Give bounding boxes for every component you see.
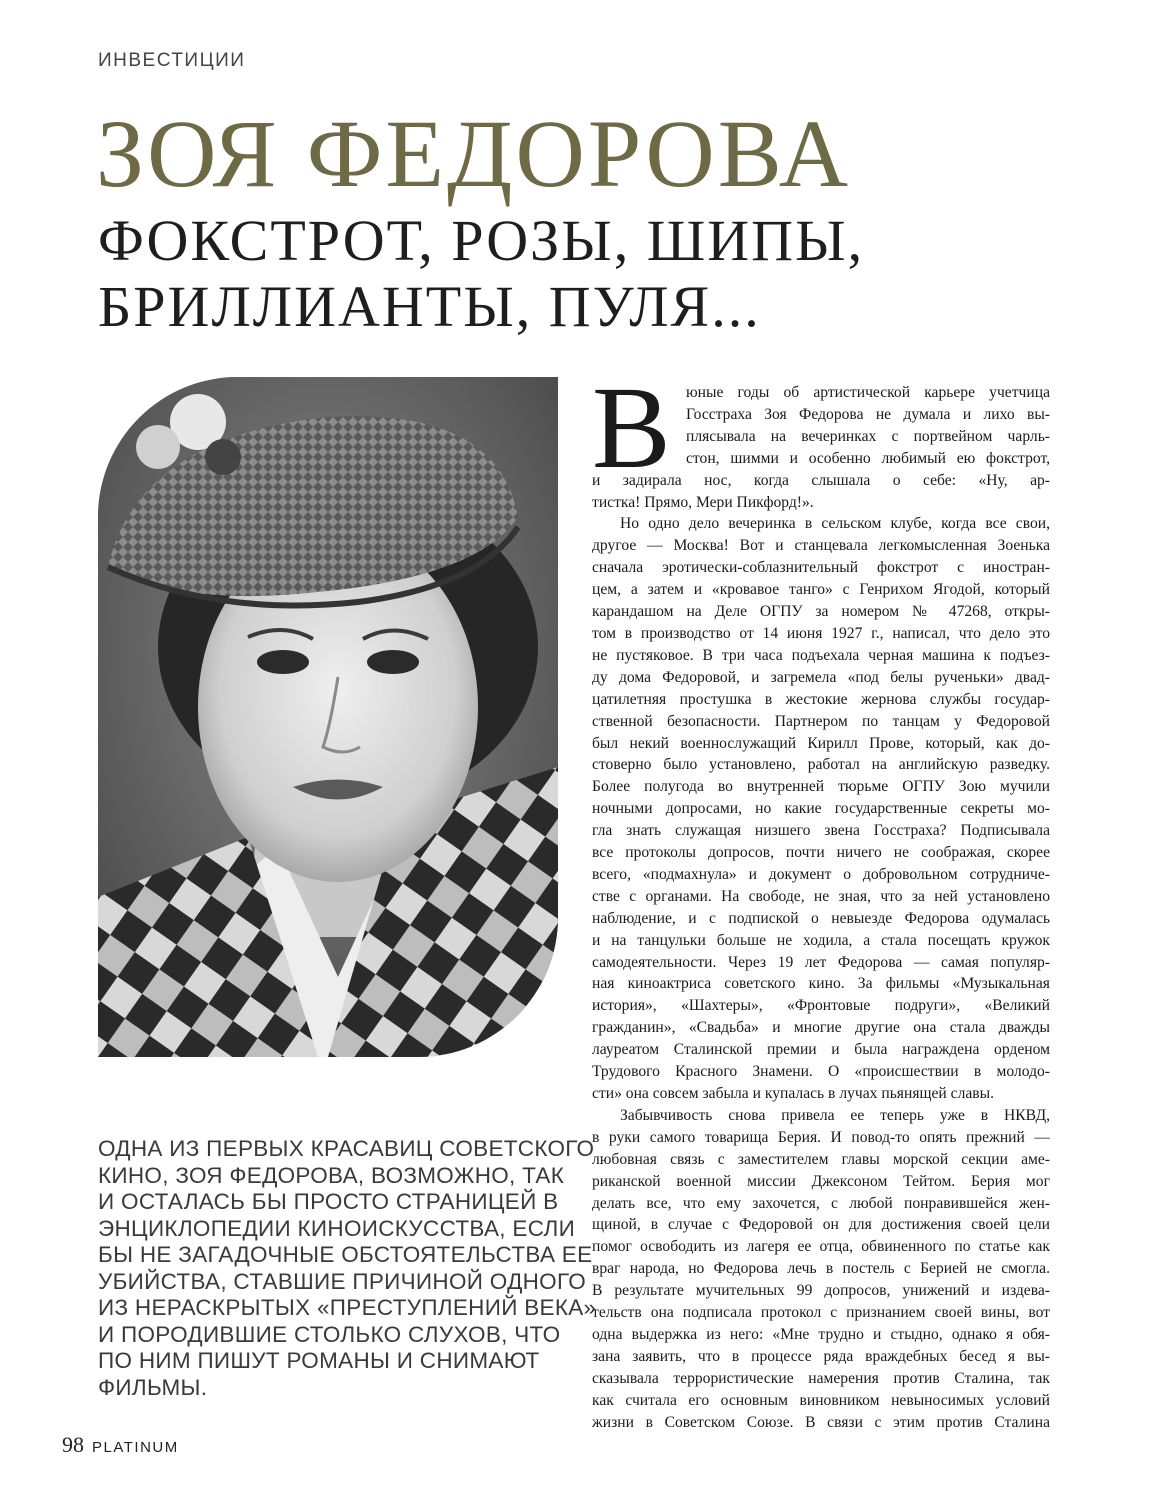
text-line: как считала его основным виновником невыносимых условий	[592, 1391, 1050, 1409]
text-line: щиной, в случае с Федоровой он для достижения своей цели	[592, 1216, 1050, 1234]
text-line: делать все, что ему захочется, с любой понравившейся жен-	[592, 1194, 1050, 1212]
text-line: сказывала террористические намерения против Сталина, так	[592, 1369, 1050, 1387]
portrait-photo	[98, 377, 558, 1057]
text-line: в руки самого товарища Берия. И повод-то опять прежний —	[592, 1128, 1050, 1146]
text-line: риканской военной миссии Джексоном Тейтом. Берия мог	[592, 1172, 1050, 1190]
text-line: зана заявить, что в процессе ряда враждебных бесед я вы-	[592, 1347, 1050, 1365]
text-line: лауреатом Сталинской премии и была награждена орденом	[592, 1041, 1050, 1059]
text-line: одна выдержка из него: «Мне трудно и стыдно, однако я обя-	[592, 1325, 1050, 1343]
magazine-name: PLATINUM	[92, 1439, 179, 1456]
section-label: ИНВЕСТИЦИИ	[98, 50, 246, 71]
text-line: цем, а затем и «кровавое танго» с Генрихом Ягодой, который	[592, 581, 1050, 599]
text-line: враг народа, но Федорова лечь в постель с Берией не смогла.	[592, 1260, 1050, 1278]
lead-paragraph	[98, 1136, 597, 1401]
lead-line: ОДНА ИЗ ПЕРВЫХ КРАСАВИЦ СОВЕТСКОГО	[98, 1136, 595, 1161]
lead-line: КИНО, ЗОЯ ФЕДОРОВА, ВОЗМОЖНО, ТАК	[98, 1162, 565, 1188]
text-line: гла знать служащая низшего звена Госстраха? Подписывала	[592, 822, 1050, 840]
text-line: Но одно дело вечеринка в сельском клубе, когда все свои,	[620, 515, 1050, 533]
text-line: цатилетняя простушка в жестокие жернова службы государ-	[592, 690, 1050, 708]
text-line: ная киноактриса советского кино. За фильмы «Музыкальная	[592, 975, 1050, 993]
text-line: Госстраха Зоя Федорова не думала и лихо вы-	[686, 405, 1050, 423]
text-line: другое — Москва! Вот и станцевала легкомысленная Зоенька	[592, 537, 1050, 555]
text-line: ственной безопасности. Партнером по танцам у Федоровой	[592, 712, 1050, 730]
subtitle-line: ФОКСТРОТ, РОЗЫ, ШИПЫ,	[98, 208, 865, 273]
text-line: история», «Шахтеры», «Фронтовые подруги», «Великий	[592, 997, 1050, 1015]
lead-line: И ПОРОДИВШИЕ СТОЛЬКО СЛУХОВ, ЧТО	[98, 1321, 561, 1347]
text-line: плясывала на вечеринках с портвейном чарль-	[686, 427, 1050, 445]
paragraph-1	[592, 362, 1050, 513]
text-line: карандашом на Деле ОГПУ за номером № 47268, откры-	[592, 603, 1050, 621]
page-number: 98	[62, 1432, 84, 1457]
text-line: жизни в Советском Союзе. В связи с этим против Сталина	[592, 1413, 1050, 1431]
page-footer	[62, 1432, 179, 1458]
text-line: ду дома Федоровой, и загремела «под белы рученьки» двад-	[592, 668, 1050, 686]
lead-line: УБИЙСТВА, СТАВШИЕ ПРИЧИНОЙ ОДНОГО	[98, 1268, 586, 1294]
text-line: стон, шимми и особенно любимый ею фокстрот,	[686, 449, 1050, 467]
text-line: и задирала нос, когда слышала о себе: «Ну, ар-	[592, 471, 1050, 489]
text-line: Забывчивость снова привела ее теперь уже в НКВД,	[620, 1106, 1050, 1124]
text-line: все протоколы допросов, почти ничего не соображая, скорее	[592, 844, 1050, 862]
article-subtitle	[98, 208, 864, 340]
lead-line: ЭНЦИКЛОПЕДИИ КИНОИСКУССТВА, ЕСЛИ	[98, 1215, 576, 1241]
text-line: юные годы об артистической карьере учетчица	[686, 384, 1050, 401]
text-line: В результате мучительных 99 допросов, унижений и издева-	[592, 1282, 1050, 1300]
text-line: всего, «подмахнула» и документ о добровольном сотрудниче-	[592, 865, 1050, 883]
text-line: том в производство от 14 июня 1927 г., написал, что дело это	[592, 624, 1050, 642]
text-line: любовная связь с заместителем главы морской секции аме-	[592, 1150, 1050, 1168]
text-line: и на танцульки больше не ходила, а стала посещать кружок	[592, 931, 1050, 949]
paragraph-3	[592, 1105, 1050, 1434]
text-line: был некий военнослужащий Кирилл Прове, который, как до-	[592, 734, 1050, 752]
drop-cap: В	[592, 362, 671, 493]
text-line: помог освободить из лагеря ее отца, обвиненного по статье как	[592, 1238, 1050, 1256]
lead-line: И ОСТАЛАСЬ БЫ ПРОСТО СТРАНИЦЕЙ В	[98, 1189, 559, 1214]
text-line: Трудового Красного Знамени. О «происшествии в молодо-	[592, 1063, 1050, 1081]
text-line: стве с органами. На свободе, не зная, что за ней установлено	[592, 887, 1050, 905]
text-line: гражданин», «Свадьба» и многие другие она стала дважды	[592, 1019, 1050, 1037]
text-line: стоверно было установлено, работал на английскую разведку.	[592, 756, 1050, 774]
lead-line: БЫ НЕ ЗАГАДОЧНЫЕ ОБСТОЯТЕЛЬСТВА ЕЕ	[98, 1242, 593, 1267]
lead-line: ИЗ НЕРАСКРЫТЫХ «ПРЕСТУПЛЕНИЙ ВЕКА»	[98, 1295, 597, 1320]
lead-line: ФИЛЬМЫ.	[98, 1374, 208, 1400]
text-line: ночными допросами, но какие государственные секреты мо-	[592, 800, 1050, 818]
text-line: тистка! Прямо, Мери Пикфорд!».	[592, 493, 814, 511]
paragraph-2	[592, 513, 1050, 1104]
text-line: наблюдение, и с подпиской о невыезде Федорова одумалась	[592, 909, 1050, 927]
article-title: ЗОЯ ФЕДОРОВА	[96, 100, 852, 207]
text-line: не пустяковое. В три часа подъехала черная машина к подъез-	[592, 646, 1050, 664]
subtitle-line: БРИЛЛИАНТЫ, ПУЛЯ...	[98, 274, 761, 339]
text-line: тельств она подписала протокол с признанием своей вины, вот	[592, 1304, 1050, 1322]
text-line: сначала эротически-соблазнительный фокстрот с иностран-	[592, 559, 1050, 577]
text-line: самодеятельности. Через 19 лет Федорова — самая популяр-	[592, 953, 1050, 971]
article-body	[592, 362, 1050, 1434]
text-line: сти» она совсем забыла и купалась в лучах пьянящей славы.	[592, 1085, 995, 1102]
text-line: Более полугода во внутренней тюрьме ОГПУ Зою мучили	[592, 778, 1050, 796]
lead-line: ПО НИМ ПИШУТ РОМАНЫ И СНИМАЮТ	[98, 1348, 540, 1373]
